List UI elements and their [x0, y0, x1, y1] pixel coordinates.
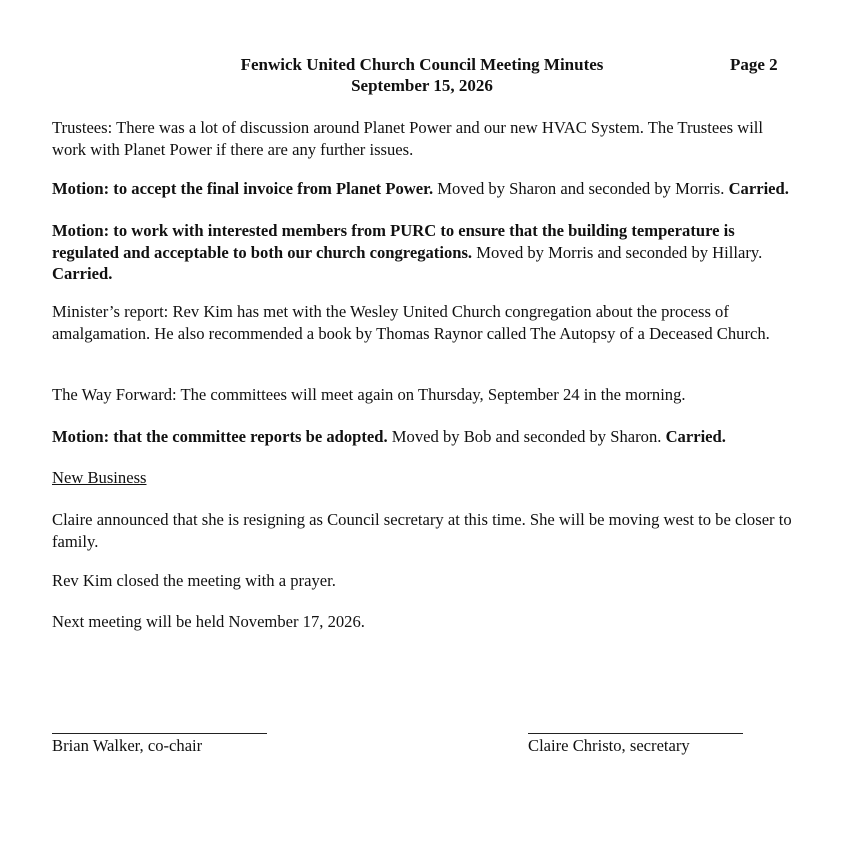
signature-name-left: Brian Walker, co-chair [52, 736, 203, 755]
signature-line-left [52, 733, 267, 734]
minister-report: Minister’s report: Rev Kim has met with the Wesley United Church congregation about the process of amalgamation. He also recommended a book by Thomas Raynor called The Autopsy of a Deceased Church. [52, 302, 770, 343]
motion-reports-text: Motion: that the committee reports be adopted. [52, 427, 388, 446]
motion-temperature-carried: Carried. [52, 264, 113, 283]
motion-invoice-carried: Carried. [728, 179, 789, 198]
meeting-date: September 15, 2026 [351, 76, 493, 95]
way-forward: The Way Forward: The committees will meet again on Thursday, September 24 in the morning. [52, 385, 686, 404]
motion-temperature-movers: Moved by Morris and seconded by Hillary. [472, 242, 763, 262]
new-business-heading: New Business [52, 468, 147, 487]
motion-temperature [52, 220, 797, 285]
motion-invoice-text: Motion: to accept the final invoice from Planet Power. [52, 179, 434, 198]
motion-reports-movers: Moved by Bob and seconded by Sharon. [387, 427, 666, 446]
claire-announcement: Claire announced that she is resigning as Council secretary at this time. She will be moving west to be closer to family. [52, 510, 792, 551]
signature-line-right [528, 733, 743, 734]
motion-temperature-text: Motion: to work with interested members from PURC to ensure that the building temperature is regulated and acceptable to both our church congregations. [52, 221, 735, 262]
motion-invoice [52, 178, 797, 200]
document-title: Fenwick United Church Council Meeting Minutes [240, 55, 604, 74]
motion-invoice-movers: Moved by Sharon and seconded by Morris. [433, 179, 725, 198]
motion-reports [52, 426, 797, 448]
signature-name-right: Claire Christo, secretary [528, 736, 690, 755]
closing-prayer: Rev Kim closed the meeting with a prayer. [52, 571, 336, 590]
next-meeting: Next meeting will be held November 17, 2026. [52, 612, 365, 631]
page-number: Page 2 [730, 55, 778, 74]
motion-reports-carried: Carried. [665, 427, 726, 446]
trustees-paragraph: Trustees: There was a lot of discussion around Planet Power and our new HVAC System. The Trustees will work with Planet Power if there are any further issues. [52, 118, 764, 159]
